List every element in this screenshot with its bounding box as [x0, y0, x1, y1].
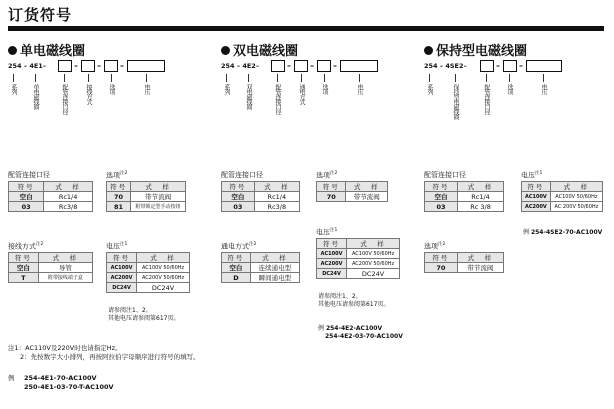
label-energize: 通电方式 — [298, 84, 305, 104]
table-voltage-latching: 符号 式 样 AC100V AC100V 50/60Hz AC200V AC 200V 50/60Hz — [521, 181, 603, 212]
code-prefix: 254 – 4SE2– — [424, 62, 467, 70]
code-prefix: 254 – 4E2– — [221, 62, 260, 70]
caption-energize: 通电方式$^{注2}$ — [221, 242, 257, 251]
title-divider — [8, 26, 604, 31]
example-double: 例 254-4E2-AC100V 254-4E2-03-70-AC100V — [318, 325, 403, 340]
caption-option: 选项$^{注2}$ — [106, 171, 128, 180]
label-voltage: 电压 — [540, 84, 547, 94]
label-voltage: 电压 — [143, 84, 150, 94]
footnote-1: 注1：AC110V及220V时也请指定Hz。 — [8, 344, 122, 352]
bullet-icon — [221, 46, 230, 55]
section-heading-double: 双电磁线圈 — [221, 40, 298, 59]
label-port: 配管连接口径 — [483, 84, 490, 114]
label-voltage: 电压 — [356, 84, 363, 94]
label-coil-type: 双电磁线圈 — [245, 84, 252, 109]
label-port: 配管连接口径 — [61, 84, 68, 114]
table-port-double: 符号 式 样 空白 Rc1/4 03 Rc3/8 — [221, 181, 300, 212]
code-prefix: 254 – 4E1– — [8, 62, 47, 70]
table-option-double: 符号 式 样 70 带节流阀 — [316, 181, 388, 202]
code-box-port — [58, 60, 72, 72]
table-option-latching: 符号 式 样 70 带节流阀 — [424, 252, 504, 273]
code-box-energize — [294, 60, 308, 72]
table-wiring-single: 符号 式 样 空白 导管 T 附带接线端子盒 — [8, 252, 93, 283]
caption-voltage: 电压$^{注1}$ — [106, 242, 128, 251]
code-box-wiring — [81, 60, 95, 72]
table-port-latching: 符号 式 样 空白 Rc1/4 03 Rc 3/8 — [424, 181, 504, 212]
caption-port: 配管连接口径 — [424, 171, 466, 179]
section-heading-single: 单电磁线圈 — [8, 40, 85, 59]
footnote-2: 2：先按数字大小排列，再按阿拉伯字母顺序进行符号的填写。 — [20, 353, 200, 361]
table-energize-double: 符号 式 样 空白 连续通电型 D 瞬间通电型 — [221, 252, 300, 283]
code-box-voltage — [526, 60, 562, 72]
caption-voltage: 电压$^{注1}$ — [316, 228, 338, 237]
code-box-voltage — [127, 60, 165, 72]
table-option-single: 符号 式 样 70 带节流阀 81 附带锁定型手动按钮 — [106, 181, 186, 212]
label-coil-type: 单电磁线圈 — [32, 84, 39, 109]
caption-port: 配管连接口径 — [221, 171, 263, 179]
order-code-latching: 254 – 4SE2– – – — [424, 60, 609, 74]
note-voltage-single: 请参阅注1、2。 其他电压请参阅第617页。 — [108, 307, 180, 322]
label-option: 选项 — [321, 84, 328, 94]
bullet-icon — [424, 46, 433, 55]
caption-option: 选项$^{注2}$ — [316, 171, 338, 180]
code-box-option — [104, 60, 118, 72]
caption-wiring: 接线方式$^{注2}$ — [8, 242, 44, 251]
footnotes — [8, 344, 200, 362]
code-box-option — [503, 60, 517, 72]
label-series: 系列 — [223, 84, 230, 94]
table-voltage-single: 符号 式 样 AC100V AC100V 50/60Hz AC200V AC200V 50/60Hz DC24V DC24V — [106, 252, 190, 293]
label-wiring: 接线方式 — [85, 84, 92, 104]
table-voltage-double: 符号 式 样 AC100V AC100V 50/60Hz AC200V AC200V 50/60Hz DC24V DC24V — [316, 238, 400, 279]
label-option: 选项 — [506, 84, 513, 94]
code-box-port — [271, 60, 285, 72]
section-heading-latching: 保持型电磁线圈 — [424, 40, 527, 59]
code-box-option — [317, 60, 331, 72]
label-series: 系列 — [426, 84, 433, 94]
note-voltage-double: 请参阅注1、2。 其他电压请参阅第617页。 — [318, 293, 390, 308]
label-port: 配管连接口径 — [274, 84, 281, 114]
example-latching: 例 254-4SE2-70-AC100V — [523, 229, 603, 236]
caption-voltage: 电压$^{注1}$ — [521, 171, 543, 180]
order-code-double: 254 – 4E2– – – – — [221, 60, 411, 74]
page-title: 订货符号 — [8, 6, 73, 24]
label-coil-type: 保持型电磁线圈 — [452, 84, 459, 119]
code-box-port — [480, 60, 494, 72]
bullet-icon — [8, 46, 17, 55]
label-series: 系列 — [10, 84, 17, 94]
table-port-single: 符号 式 样 空白 Rc1/4 03 Rc3/8 — [8, 181, 93, 212]
caption-option: 选项$^{注2}$ — [424, 242, 446, 251]
label-option: 选项 — [108, 84, 115, 94]
caption-port: 配管连接口径 — [8, 171, 50, 179]
code-box-voltage — [340, 60, 378, 72]
example-single: 例 254-4E1-70-AC100V 250-4E1-03-70-T-AC100V — [8, 374, 114, 391]
order-code-single: 254 – 4E1– – – – — [8, 60, 198, 74]
